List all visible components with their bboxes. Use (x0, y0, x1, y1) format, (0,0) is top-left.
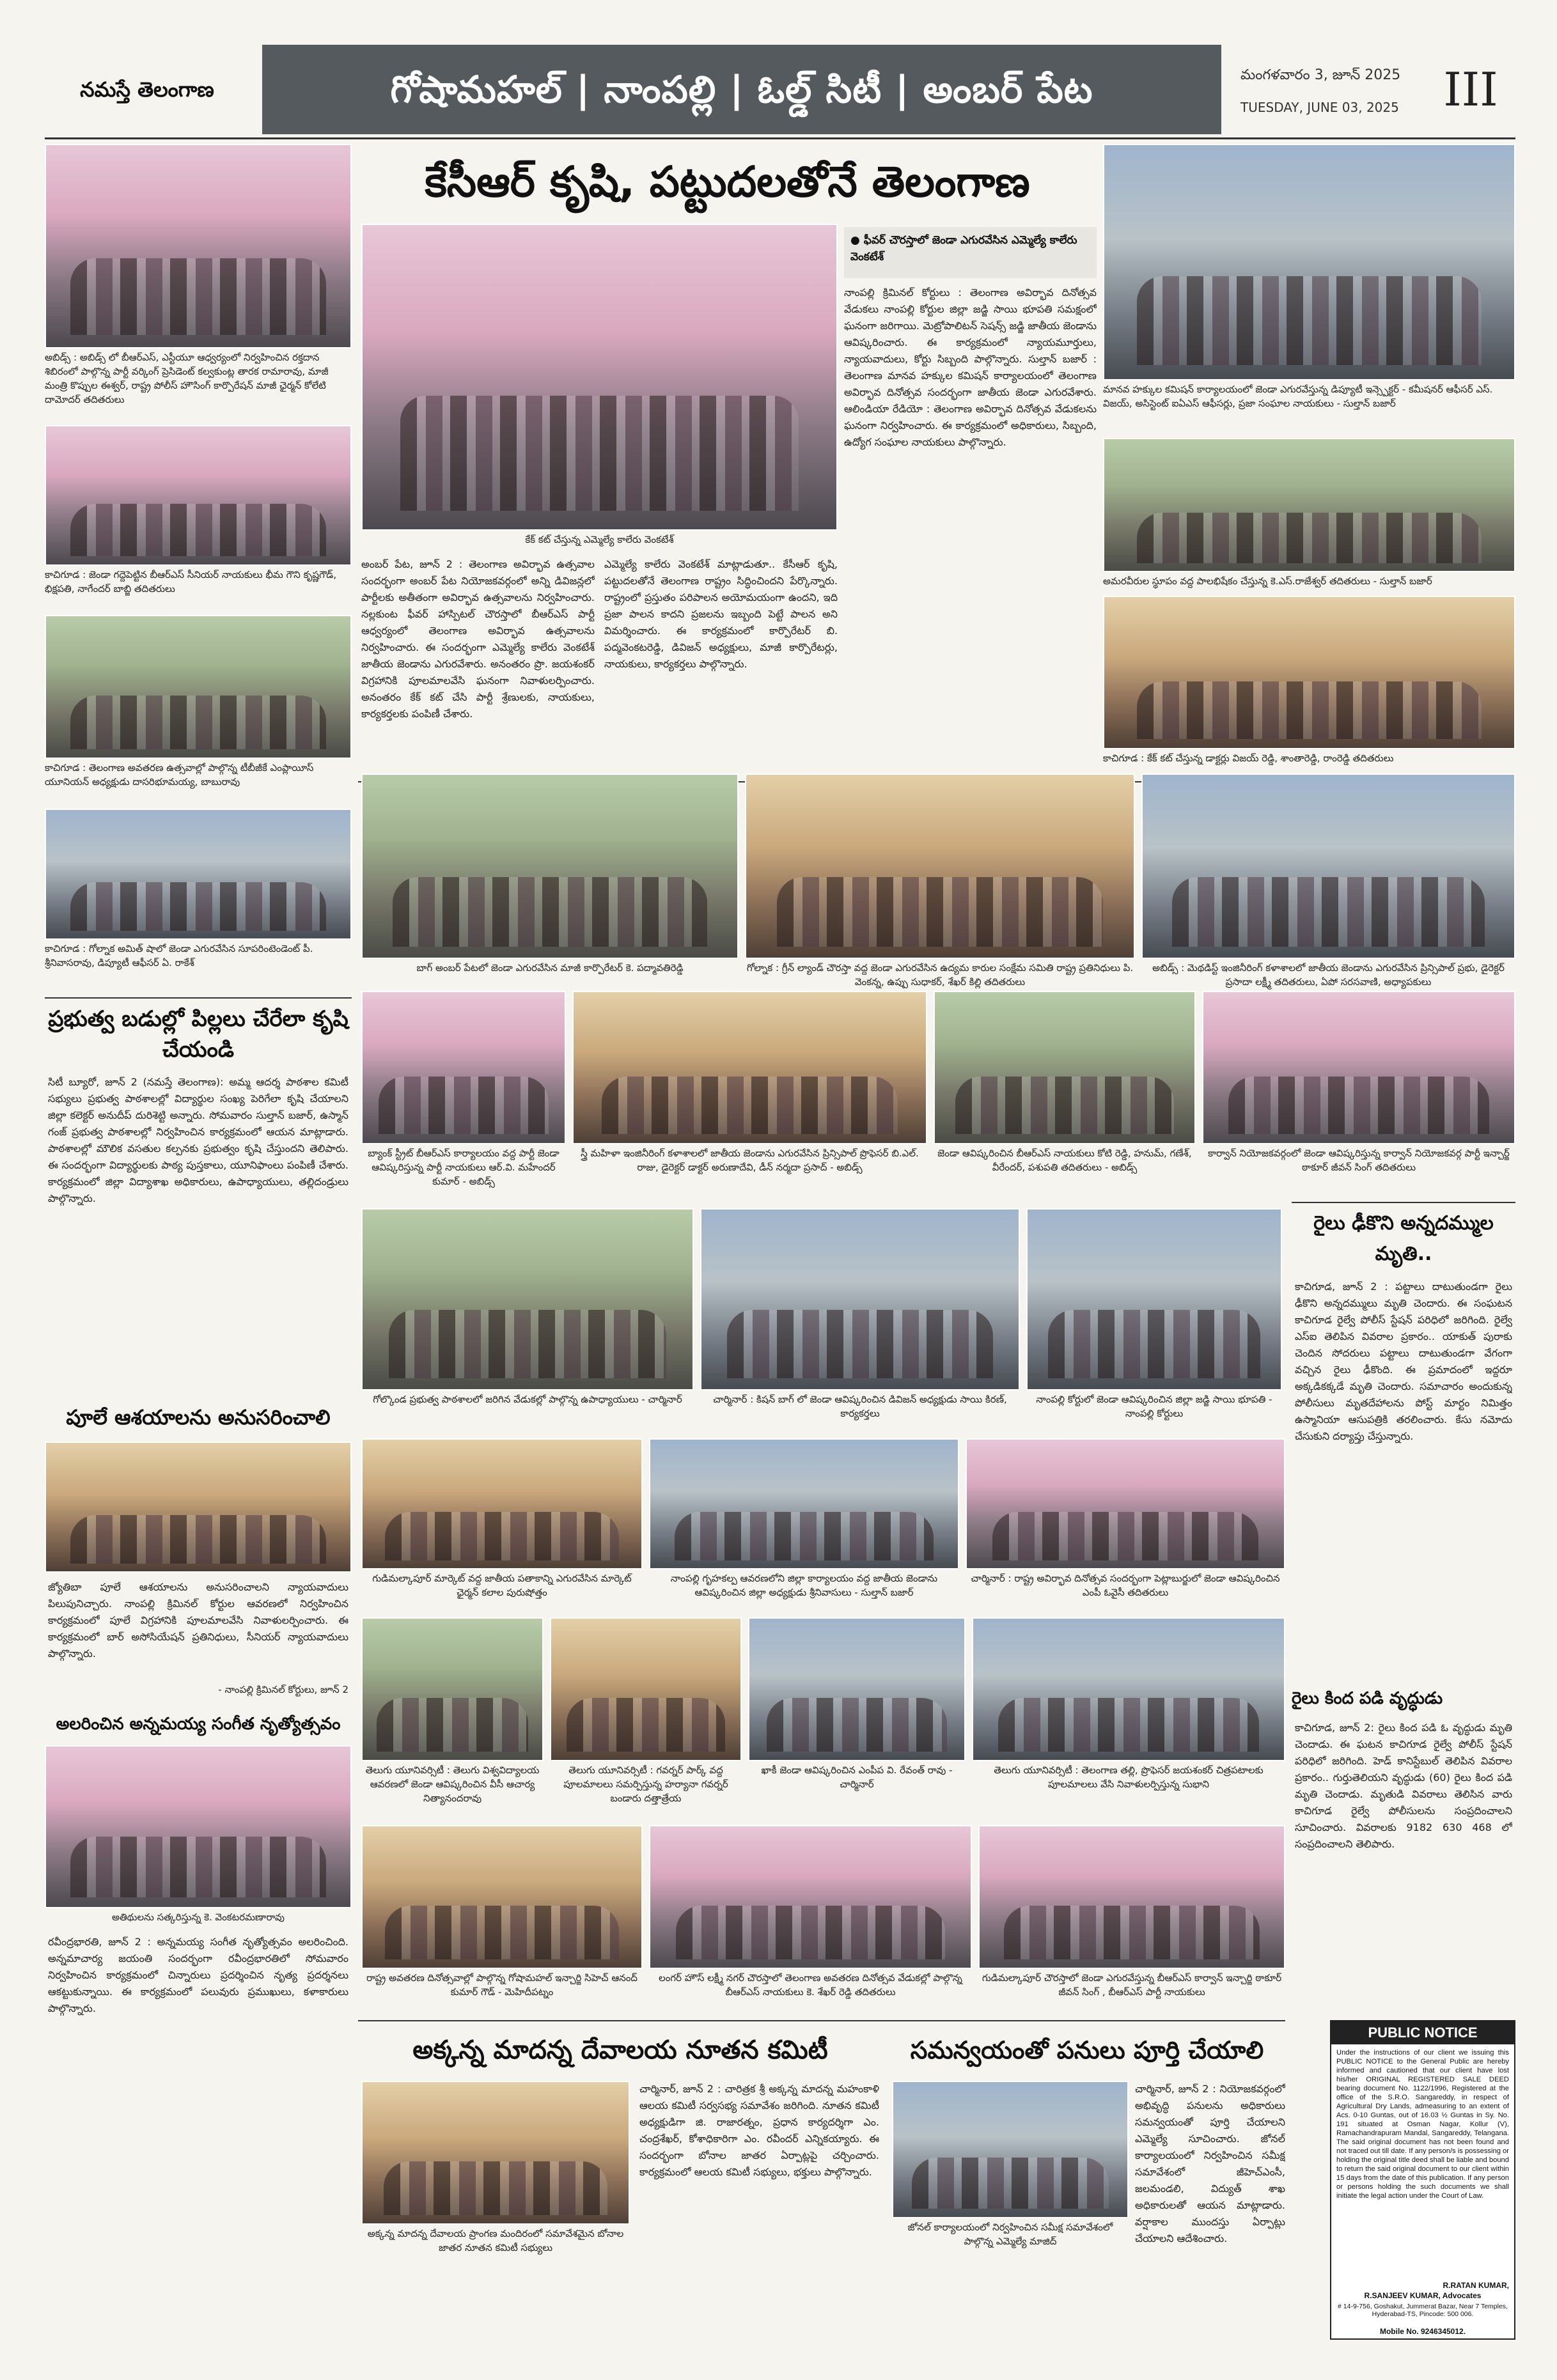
caption-telangana-talli: తెలుగు యూనివర్సిటీ : తెలంగాణ తల్లి, ప్రొఫెసర్ జయశంకర్ చిత్రపటాలకు పూలమాలలు వేసి నివాళులర్పిస్తున్న సుభాని (994, 1764, 1264, 1790)
lead-body-right: ఎమ్మెల్యే కాలేరు వెంకటేశ్ మాట్లాడుతూ.. కేసీఆర్ కృషి, పట్టుదలతోనే తెలంగాణ రాష్ట్రం సిద్ధించిందని పేర్కొన్నారు. రాష్ట్రంలో ప్రస్తుతం పరిపాలన అయోమయంగా ఉందని, ఇది ప్రజా పాలన కాదని ప్రజలను ఇబ్బంది పెట్టే పాలన అని విమర్శించారు. ఈ కార్యక్రమంలో కార్పొరేటర్ బి. పద్మవెంకటరెడ్డి, డివిజన్ అధ్యక్షులు, మాజీ కార్పొరేటర్లు, నాయకులు, కార్యకర్తలు పాల్గొన్నారు. (604, 558, 838, 670)
public-notice-body: Under the instructions of our client we issuing this PUBLIC NOTICE to the General Public are hereby informed and cautioned that our client have lost his/her ORIGINAL REGISTERED SALE DEED bearing document No. 1122/1996, Registered at the office of the S.R.O. Sangareddy, in respect of Agricultural Dry Lands, admeasuring to an extent of Acs. 0-10 Guntas, out of 16.03 ½ Guntas in Sy. No. 191 situated at Osman Nagar, Kollur (V), Ramachandrapuram Mandal, Sangareddy, Telangana. The said original document has not been found and not traced out till date. If any person/s is possessing or holding the original title deed shall be liable and bound to return the said original document to our client within 15 days from the date of this publication. If any person or persons holding the such documents we shall initiate the legal action under the Court of Law. (1336, 2049, 1509, 2200)
photo-bank-street (361, 991, 566, 1144)
photo-lead-cake-cutting (361, 224, 838, 531)
photo-akkanna-madanna (361, 2081, 630, 2225)
caption-nampally-gruhakalpa: నాంపల్లి గృహకల్ప ఆవరణలోని జిల్లా కార్యాలయం వద్ద జాతీయ జెండాను ఆవిష్కరించిన జిల్లా అధ్యక్షుడు శ్రీనివాసులు - సుల్తాన్ బజార్ (670, 1573, 938, 1598)
public-notice-title: PUBLIC NOTICE (1331, 2021, 1514, 2044)
photo-petlaburj (966, 1438, 1285, 1569)
photo-stree-engineering (572, 991, 927, 1144)
paper-name: నమస్తే తెలంగాణ (80, 77, 214, 102)
caption-karwan-flag: కార్వాన్ నియోజకవర్గంలో జెండా ఆవిష్కరిస్తున్న కార్వాన్ నియోజకవర్గ పార్టీ ఇన్చార్జ్ ఠాకూర్ జీవన్ సింగ్ తదితరులు (1208, 1147, 1510, 1173)
photo-khaki-flag (748, 1617, 966, 1761)
photo-governor-park (550, 1617, 742, 1761)
photo-annamayya-festival (45, 1745, 352, 1908)
caption-petlaburj: చార్మినార్ : రాష్ట్ర అవిర్భావ దినోత్సవ సందర్భంగా పెట్లాబుర్జులో జెండా ఆవిష్కరించిన ఎంపీ ఓవైసీ తదితరులు (971, 1573, 1280, 1598)
caption-human-rights-commission: మానవ హక్కుల కమిషన్ కార్యాలయంలో జెండా ఎగురవేస్తున్న డిప్యూటీ ఇన్స్పెక్టర్ - కమీషనర్ ఆఫీసర్ ఎస్. విజయ్, అసిస్టెంట్ ఐఏఎస్ ఆఫీసర్లు, ప్రజా సంఘాల నాయకులు - సుల్తాన్ బజార్ (1103, 384, 1493, 409)
caption-kishan-bagh: చార్మినార్ : కిషన్ బాగ్ లో జెండా ఆవిష్కరించిన డివిజన్ అధ్యక్షుడు సాయి కిరణ్, కార్యకర్తలు (713, 1394, 1007, 1419)
photo-gudimalkapur-chowrasta (978, 1825, 1285, 1969)
caption-methodist-college: అబిడ్స్ : మెథడిస్ట్ ఇంజినీరింగ్ కళాశాలలో జాతీయ జెండాను ఎగురవేసిన ప్రిన్సిపాల్ ప్రభు, డైరెక్టర్ ప్రసాదా లక్ష్మీ తదితరులు, ఏపో సరసవాణి, అధ్యాపకులు (1152, 962, 1505, 988)
caption-golconda-school: గోల్కొండ ప్రభుత్వ పాఠశాలలో జరిగిన వేడుకల్లో పాల్గొన్న ఉపాధ్యాయులు - చార్మినార్ (373, 1394, 682, 1405)
left-story3-headline: అలరించిన అన్నమయ్య సంగీత నృత్యోత్సవం (56, 1715, 341, 1734)
right-col-rule (1292, 1202, 1515, 1203)
photo-kachiguda-flag (45, 425, 352, 566)
caption-goshamahal-incharge: రాష్ట్ర అవతరణ దినోత్సవాల్లో పాల్గొన్న గోషామహల్ ఇన్చార్జి సిహెచ్ ఆనంద్ కుమార్ గౌడ్ - మెహిదీపట్నం (366, 1972, 638, 1998)
photo-martyrs-memorial (1103, 438, 1515, 572)
caption-telugu-university-vc: తెలుగు యూనివర్సిటీ : తెలుగు విశ్వవిద్యాలయ ఆవరణలో జెండా ఆవిష్కరించిన వీసీ ఆచార్య నిత్యానందరావు (365, 1764, 540, 1804)
caption-bagh-amberpet: బాగ్ అంబర్ పేటలో జెండా ఎగురవేసిన మాజీ కార్పొరేటర్ కె. పద్మావతిరెడ్డి (416, 962, 684, 974)
public-notice-firm: R.SANJEEV KUMAR, Advocates (1364, 2291, 1482, 2300)
photo-doctors-cake (1103, 596, 1515, 749)
photo-goshamahal-incharge (361, 1825, 643, 1969)
photo-abids-blood-camp (45, 144, 352, 348)
caption-stree-engineering: స్త్రీ మహిళా ఇంజినీరింగ్ కళాశాలలో జాతీయ జెండాను ఎగురవేసిన ప్రిన్సిపాల్ ప్రొఫెసర్ బి.ఎల్. రాజు, డైరెక్టర్ డాక్టర్ అరుణాదేవి, డీన్ నర్మదా ప్రసాద్ - అబిడ్స్ (581, 1147, 919, 1173)
page-number: III (1443, 63, 1498, 116)
caption-kachiguda-flag: కాచిగూడ : జెండా గద్దెపెట్టిన బీఆర్ఎస్ సీనియర్ నాయకులు భీమ గౌని కృష్ణగౌడ్, భిక్షపతి, నాగేందర్ బాబ్జి తదితరులు (45, 569, 337, 595)
masthead (45, 45, 1515, 134)
photo-methodist-college (1141, 774, 1515, 959)
left-story2-headline: పూలే ఆశయాలను అనుసరించాలి (66, 1405, 331, 1429)
lead-side-column: నాంపల్లి క్రిమినల్ కోర్టులు : తెలంగాణ అవిర్భావ దినోత్సవ వేడుకలు నాంపల్లి కోర్టుల జిల్లా జడ్జి సాయి భూపతి సమక్షంలో ఘనంగా జరిగాయి. మెట్రోపాలిటన్ సెషన్స్ జడ్జి జాతీయ జెండాను ఆవిష్కరించారు. ఈ కార్యక్రమంలో న్యాయమూర్తులు, న్యాయవాదులు, కోర్టు సిబ్బంది పాల్గొన్నారు. సుల్తాన్ బజార్ : తెలంగాణ మానవ హక్కుల కమిషన్ కార్యాలయంలో తెలంగాణ అవిర్భావ దినోత్సవ సందర్భంగా జాతీయ జెండా ఎగురవేశారు. ఆలిండియా రేడియో : తెలంగాణ అవిర్భావ దినోత్సవ వేడుకలను ఘనంగా నిర్వహించారు. ఈ కార్యక్రమంలో అధికారులు, సిబ్బంది, ఉద్యోగ సంఘాల నాయకులు పాల్గొన్నారు. (844, 286, 1097, 448)
masthead-rule (45, 137, 1515, 139)
photo-bagh-amberpet (361, 774, 739, 959)
caption-gudimalkapur-chowrasta: గుడిమల్కాపూర్ చౌరస్తాలో జెండా ఎగురవేస్తున్న బీఆర్ఎస్ కార్వాన్ ఇన్చార్జి ఠాకూర్ జీవన్ సింగ్ , బీఆర్ఎస్ పార్టీ నాయకులు (982, 1972, 1282, 1998)
photo-golconda-school (361, 1208, 694, 1390)
bottom-story2-body: చార్మినార్, జూన్ 2 : నియోజకవర్గంలో అభివృద్ధి పనులను అధికారులు సమన్వయంతో పూర్తి చేయాలని ఎమ్మెల్యే సూచించారు. జోనల్ కార్యాలయంలో నిర్వహించిన సమీక్ష సమావేశంలో జీహెచ్ఎంసీ, జలమండలి, విద్యుత్ శాఖ అధికారులతో ఆయన మాట్లాడారు. వర్షాకాల ముందస్తు ఏర్పాట్లు చేయాలని ఆదేశించారు. (1135, 2083, 1285, 2244)
public-notice-signatory: R.RATAN KUMAR, (1443, 2281, 1509, 2290)
photo-karwan-flag (1202, 991, 1515, 1144)
photo-golnaka-flag (45, 809, 352, 940)
lead-kicker: ● ఫీవర్ చౌరస్తాలో జెండా ఎగురవేసిన ఎమ్మెల్యే కాలేరు వెంకటేశ్ (844, 227, 1097, 278)
lead-body-left: అంబర్ పేట, జూన్ 2 : తెలంగాణ అవిర్భావ ఉత్సవాల సందర్భంగా అంబర్ పేట నియోజకవర్గంలో అన్ని డివిజన్లలో పార్టీలకు అతీతంగా అవిర్భావ ఉత్సవాలను నిర్వహించారు. నల్లకుంట ఫీవర్ హాస్పిటల్ చౌరస్తాలో బీఆర్ఎస్ పార్టీ ఆధ్వర్యంలో తెలంగాణ అవిర్భావ ఉత్సవాలను నిర్వహించారు. ఈ సందర్భంగా ఎమ్మెల్యే కాలేరు వెంకటేశ్ జాతీయ జెండాను ఎగురవేశారు. అనంతరం ప్రొ. జయశంకర్ విగ్రహానికి పూలమాలవేసి ఘనంగా నివాళులర్పించారు. అనంతరం కేక్ కట్ చేసి పార్టీ శ్రేణులకు, నాయకులు, కార్యకర్తలకు పంపిణీ చేశారు. (361, 558, 595, 720)
caption-kachiguda-union: కాచిగూడ : తెలంగాణ అవతరణ ఉత్సవాల్లో పాల్గొన్న టీబీజీకే ఎంప్లాయీస్ యూనియన్ అధ్యక్షుడు దాసరిభూమయ్య, బాబురావు (45, 762, 314, 788)
caption-brs-abids: జెండా ఆవిష్కరించిన బీఆర్ఎస్ నాయకులు కోటి రెడ్డి, హనుమ్, గణేశ్, వీరేందర్, పశుపతి తదితరులు - అబిడ్స్ (937, 1147, 1192, 1173)
left-story2-body: జ్యోతిబా పూలే ఆశయాలను అనుసరించాలని న్యాయవాదులు పిలుపునిచ్చారు. నాంపల్లి క్రిమినల్ కోర్టుల ఆవరణలో నిర్వహించిన కార్యక్రమంలో పూలే విగ్రహానికి పూలమాలవేసి నివాళులర్పించారు. ఈ కార్యక్రమంలో బార్ అసోసియేషన్ ప్రతినిధులు, సీనియర్ న్యాయవాదులు పాల్గొన్నారు. (48, 1581, 348, 1660)
caption-bank-street: బ్యాంక్ స్ట్రీట్ బీఆర్ఎస్ కార్యాలయం వద్ద పార్టీ జెండా ఆవిష్కరిస్తున్న పార్టీ నాయకులు ఆర్.వి. మహేందర్ కుమార్ - అబిడ్స్ (368, 1147, 559, 1187)
left-story3-body: రవీంద్రభారతి, జూన్ 2 : అన్నమయ్య సంగీత నృత్యోత్సవం అలరించింది. అన్నమాచార్య జయంతి సందర్భంగా రవీంద్రభారతిలో సోమవారం నిర్వహించిన కార్యక్రమంలో చిన్నారులు ప్రదర్శించిన నృత్య ప్రదర్శనలు ఆకట్టుకున్నాయి. ఈ కార్యక్రమంలో పలువురు ప్రముఖులు, కళాకారులు పాల్గొన్నారు. (48, 1936, 348, 2014)
left-story2-dateline: - నాంపల్లి క్రిమినల్ కోర్టులు, జూన్ 2 (218, 1684, 348, 1695)
photo-kachiguda-union (45, 615, 352, 759)
photo-langar-house (649, 1825, 972, 1969)
photo-telugu-university-vc (361, 1617, 544, 1761)
caption-governor-park: తెలుగు యూనివర్సిటీ : గవర్నర్ పార్క్ వద్ద పూలమాలలు సమర్పిస్తున్న హర్యానా గవర్నర్ బండారు దత్తాత్రేయ (563, 1764, 728, 1804)
right-story1-body: కాచిగూడ, జూన్ 2 : పట్టాలు దాటుతుండగా రైలు ఢీకొని అన్నదమ్ములు మృతి చెందారు. ఈ సంఘటన కాచిగూడ రైల్వే పోలీస్ స్టేషన్ పరిధిలో జరిగింది. రైల్వే ఎస్ఐ తెలిపిన వివరాల ప్రకారం.. యాకుత్ పురాకు చెందిన సోదరులు పట్టాలు దాటుతుండగా వేగంగా వచ్చిన రైలు ఢీకొంది. ఈ ప్రమాదంలో ఇద్దరూ అక్కడికక్కడే మృతి చెందారు. సమాచారం అందుకున్న పోలీసులు మృతదేహాలను పోస్ట్ మార్టం నిమిత్తం ఉస్మానియా ఆసుపత్రికి తరలించారు. కేసు నమోదు చేసుకుని దర్యాప్తు చేస్తున్నారు. (1295, 1280, 1512, 1442)
edition-title: గోషామహల్ | నాంపల్లి | ఓల్డ్ సిటీ | అంబర్ పేట (262, 45, 1221, 134)
caption-golnaka-flag: కాచిగూడ : గోల్నాక అమిత్ షాలో జెండా ఎగురవేసిన సూపరింటెండెంట్ పీ. శ్రీనివాసరావు, డిప్యూటీ ఆఫీసర్ ఏ. రాకేశ్ (45, 943, 313, 968)
left-col-rule (45, 997, 352, 999)
photo-gudimalkapur-market (361, 1438, 643, 1569)
photo-green-land-chowrasta (745, 774, 1135, 959)
caption-martyrs-memorial: అమరవీరుల స్థూపం వద్ద పాలభిషేకం చేస్తున్న కె.ఎస్.రాజేశ్వర్ తదితరులు - సుల్తాన్ బజార్ (1103, 575, 1432, 587)
date-telugu: మంగళవారం 3, జూన్ 2025 (1240, 67, 1401, 83)
caption-annamayya-festival: అతిథులను సత్కరిస్తున్న కె. వెంకటరమణారావు (111, 1911, 285, 1923)
caption-gudimalkapur-market: గుడిమల్కాపూర్ మార్కెట్ వద్ద జాతీయ పతాకాన్ని ఎగురవేసిన మార్కెట్ ఛైర్మన్ కలాల పురుషోత్తం (372, 1573, 632, 1598)
left-story1-headline: ప్రభుత్వ బడుల్లో పిల్లలు చేరేలా కృషి చేయండి (48, 1006, 348, 1062)
caption-khaki-flag: ఖాకీ జెండా ఆవిష్కరించిన ఎంపీప వి. రేవంత్ రావు - చార్మినార్ (761, 1764, 953, 1790)
photo-nampally-gruhakalpa (649, 1438, 959, 1569)
caption-green-land-chowrasta: గోల్నాక : గ్రీన్ ల్యాండ్ చౌరస్తా వద్ద జెండా ఎగురవేసిన ఉద్యమ కారుల సంక్షేమ సమితి రాష్ట్ర ప్రతినిధులు పి. వెంకన్న, ఉప్పు సుధాకర్, శేఖర్ కిల్లి తదితరులు (746, 962, 1134, 988)
bottom-rule (358, 2020, 1285, 2021)
caption-abids-blood-camp: అబిడ్స్ : అబిడ్స్ లో బీఆర్ఎస్, ఎస్టీయూ ఆధ్వర్యంలో నిర్వహించిన రక్తదాన శిబిరంలో పాల్గొన్న పార్టీ వర్కింగ్ ప్రెసిడెంట్ కల్వకుంట్ల తారక రామారావు, మాజీ మంత్రి కొప్పుల ఈశ్వర్, రాష్ట్ర పోలీస్ హౌసింగ్ కార్పొరేషన్ మాజీ ఛైర్మన్ కోలేటి దామోదర్ తదితరులు (45, 352, 329, 405)
caption-lead-photo: కేక్ కట్ చేస్తున్న ఎమ్మెల్యే కాలేరు వెంకటేశ్ (525, 534, 674, 545)
right-story1-headline: రైలు ఢీకొని అన్నదమ్ముల మృతి.. (1313, 1212, 1494, 1265)
public-notice-box (1330, 2020, 1515, 2340)
public-notice-mobile: Mobile No. 9246345012. (1379, 2327, 1466, 2336)
right-story2-body: కాచిగూడ, జూన్ 2: రైలు కింద పడి ఓ వృద్ధుడు మృతి చెందాడు. ఈ ఘటన కాచిగూడ రైల్వే పోలీస్ స్టేషన్ పరిధిలో జరిగింది. హెడ్ కానిస్టేబుల్ తెలిపిన వివరాల ప్రకారం.. గుర్తుతెలియని వృద్ధుడు (60) రైలు కింద పడి మృతి చెందాడు. మృతుడి వివరాలు తెలిసిన వారు కాచిగూడ రైల్వే పోలీసులను సంప్రదించాలని సూచించారు. వివరాలకు 9182 630 468 లో సంప్రదించాలని తెలిపారు. (1295, 1722, 1512, 1850)
photo-telangana-talli (972, 1617, 1285, 1761)
lead-headline: కేసీఆర్ కృషి, పట్టుదలతోనే తెలంగాణ (425, 157, 1030, 206)
bottom-story1-headline: అక్కన్న మాదన్న దేవాలయ నూతన కమిటీ (412, 2035, 828, 2065)
photo-phule-tribute (45, 1442, 352, 1573)
photo-kishan-bagh (700, 1208, 1020, 1390)
photo-nampally-court (1026, 1208, 1282, 1390)
caption-langar-house: లంగర్ హౌస్ లక్ష్మీ నగర్ చౌరస్తాలో తెలంగాణ అవతరణ దినోత్సవ వేడుకల్లో పాల్గొన్న బీఆర్ఎస్ నాయకులు కె. శేఖర్ రెడ్డి తదితరులు (659, 1972, 962, 1998)
photo-human-rights-commission (1103, 144, 1515, 380)
left-story1-body: సిటీ బ్యూరో, జూన్ 2 (నమస్తే తెలంగాణ): అమ్మ ఆదర్శ పాఠశాల కమిటీ సభ్యులు ప్రభుత్వ పాఠశాలల్లో విద్యార్థుల సంఖ్య పెరిగేలా కృషి చేయాలని జిల్లా కలెక్టర్ అనుదీప్ దురిశెట్టి అన్నారు. సోమవారం సుల్తాన్ బజార్, ఉస్మాన్ గంజ్ ప్రభుత్వ పాఠశాలల్లో నిర్వహించిన కార్యక్రమంలో ఆయన మాట్లాడారు. పాఠశాలల్లో మౌలిక వసతుల కల్పనకు ప్రభుత్వం కృషి చేస్తుందని తెలిపారు. ఈ సందర్భంగా విద్యార్థులకు పాఠ్య పుస్తకాలు, యూనిఫాంలు పంపిణీ చేశారు. కార్యక్రమంలో జిల్లా విద్యాశాఖ అధికారులు, ఉపాధ్యాయులు, తల్లిదండ్రులు పాల్గొన్నారు. (48, 1076, 348, 1204)
bottom-story2-headline: సమన్వయంతో పనులు పూర్తి చేయాలి (910, 2036, 1264, 2064)
bottom-story1-body: చార్మినార్, జూన్ 2 : చారిత్రక శ్రీ అక్కన్న మాదన్న మహంకాళి ఆలయ కమిటీ సర్వసభ్య సమావేశం జరిగింది. నూతన కమిటీ అధ్యక్షుడిగా జి. రాజారత్నం, ప్రధాన కార్యదర్శిగా ఎం. చంద్రశేఖర్, కోశాధికారిగా ఎం. రవీందర్ ఎన్నికయ్యారు. ఈ సందర్భంగా బోనాల జాతర ఏర్పాట్లపై చర్చించారు. కార్యక్రమంలో ఆలయ కమిటీ సభ్యులు, భక్తులు పాల్గొన్నారు. (639, 2083, 879, 2178)
caption-nampally-court: నాంపల్లి కోర్టులో జెండా ఆవిష్కరించిన జిల్లా జడ్జి సాయి భూపతి - నాంపల్లి కోర్టులు (1036, 1394, 1272, 1419)
photo-zonal-review (892, 2081, 1129, 2218)
date-english: TUESDAY, JUNE 03, 2025 (1240, 100, 1399, 115)
caption-doctors-cake: కాచిగూడ : కేక్ కట్ చేస్తున్న డాక్టర్లు విజయ్ రెడ్డి, శాంతారెడ్డి, రాంరెడ్డి తదితరులు (1103, 752, 1394, 764)
right-story2-headline: రైలు కింద పడి వృద్ధుడు (1292, 1689, 1443, 1708)
caption-zonal-review: జోనల్ కార్యాలయంలో నిర్వహించిన సమీక్ష సమావేశంలో పాల్గొన్న ఎమ్మెల్యే మాజిద్ (907, 2221, 1113, 2247)
public-notice-address: # 14-9-756, Goshakut, Jummerat Bazar, Near 7 Temples, Hyderabad-TS, Pincode: 500 006. (1338, 2303, 1508, 2318)
photo-brs-abids (934, 991, 1196, 1144)
caption-akkanna-madanna: అక్కన్న మాదన్న దేవాలయ ప్రాంగణ మందిరంలో సమావేశమైన బోనాల జాతర నూతన కమిటీ సభ్యులు (367, 2228, 624, 2253)
